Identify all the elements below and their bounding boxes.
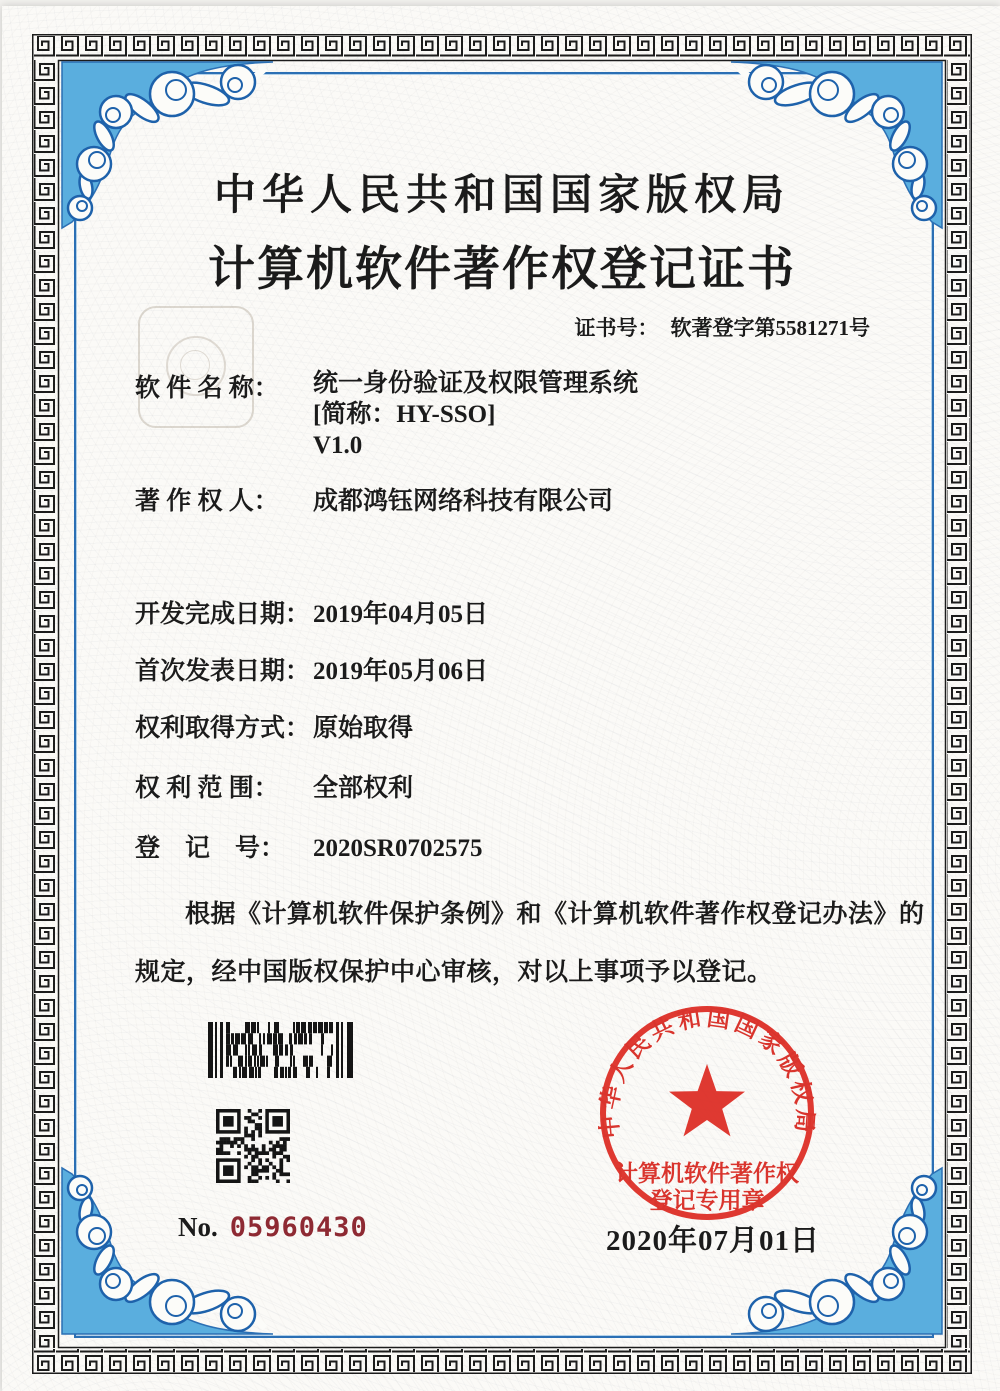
statement-line-1: 根据《计算机软件保护条例》和《计算机软件著作权登记办法》的 bbox=[185, 901, 925, 928]
cert-number-label: 证书号： bbox=[574, 316, 659, 340]
field-value bbox=[313, 368, 638, 461]
field-value: 全部权利 bbox=[313, 775, 414, 802]
statement-line-2: 规定，经中国版权保护中心审核，对以上事项予以登记。 bbox=[135, 959, 773, 986]
field-registration-number bbox=[135, 828, 482, 864]
official-seal bbox=[592, 1001, 822, 1236]
issue-date: 2020年07月01日 bbox=[606, 1225, 821, 1257]
field-first-publish-date bbox=[135, 651, 488, 687]
field-rights-scope bbox=[135, 768, 413, 804]
field-value: 2019年04月05日 bbox=[313, 601, 489, 628]
field-rights-acquisition bbox=[135, 708, 413, 744]
seal-arc-text: 中华人民共和国国家版权局 bbox=[596, 1005, 818, 1140]
field-software-name bbox=[135, 368, 638, 461]
qr-code-image bbox=[216, 1109, 290, 1183]
field-label: 软 件 名 称： bbox=[135, 375, 279, 402]
field-value: 2020SR0702575 bbox=[313, 835, 483, 862]
field-value: 成都鸿钰网络科技有限公司 bbox=[313, 488, 614, 515]
field-label: 权利取得方式： bbox=[135, 715, 311, 742]
field-label: 权 利 范 围： bbox=[135, 775, 279, 802]
field-value: 原始取得 bbox=[313, 715, 414, 742]
serial-number-line bbox=[178, 1212, 368, 1243]
software-version-line: V1.0 bbox=[313, 432, 363, 459]
corner-ornament-bottom-left bbox=[60, 1166, 275, 1336]
cert-number-line bbox=[575, 312, 871, 342]
seal-title-line1: 计算机软件著作权 bbox=[615, 1161, 799, 1186]
seal-star-icon bbox=[669, 1064, 745, 1136]
cert-number-value: 软著登字第5581271号 bbox=[670, 316, 870, 340]
seal-title-line2: 登记专用章 bbox=[649, 1188, 765, 1213]
field-dev-complete-date bbox=[135, 594, 488, 630]
field-label: 登 记 号： bbox=[135, 835, 286, 862]
certificate-title: 计算机软件著作权登记证书 bbox=[208, 244, 796, 296]
software-name-line: 统一身份验证及权限管理系统 bbox=[313, 370, 639, 397]
field-copyright-owner bbox=[135, 481, 613, 517]
field-label: 开发完成日期： bbox=[135, 601, 311, 628]
certificate-paper bbox=[2, 6, 1000, 1391]
field-label: 著 作 权 人： bbox=[135, 488, 279, 515]
serial-prefix: No. bbox=[178, 1212, 218, 1242]
authority-title: 中华人民共和国国家版权局 bbox=[213, 173, 790, 219]
field-value: 2019年05月06日 bbox=[313, 658, 489, 685]
barcode-image bbox=[208, 1022, 354, 1078]
field-label: 首次发表日期： bbox=[135, 658, 311, 685]
serial-number: 05960430 bbox=[229, 1212, 368, 1243]
software-shortname-line: [简称：HY-SSO] bbox=[313, 401, 496, 428]
